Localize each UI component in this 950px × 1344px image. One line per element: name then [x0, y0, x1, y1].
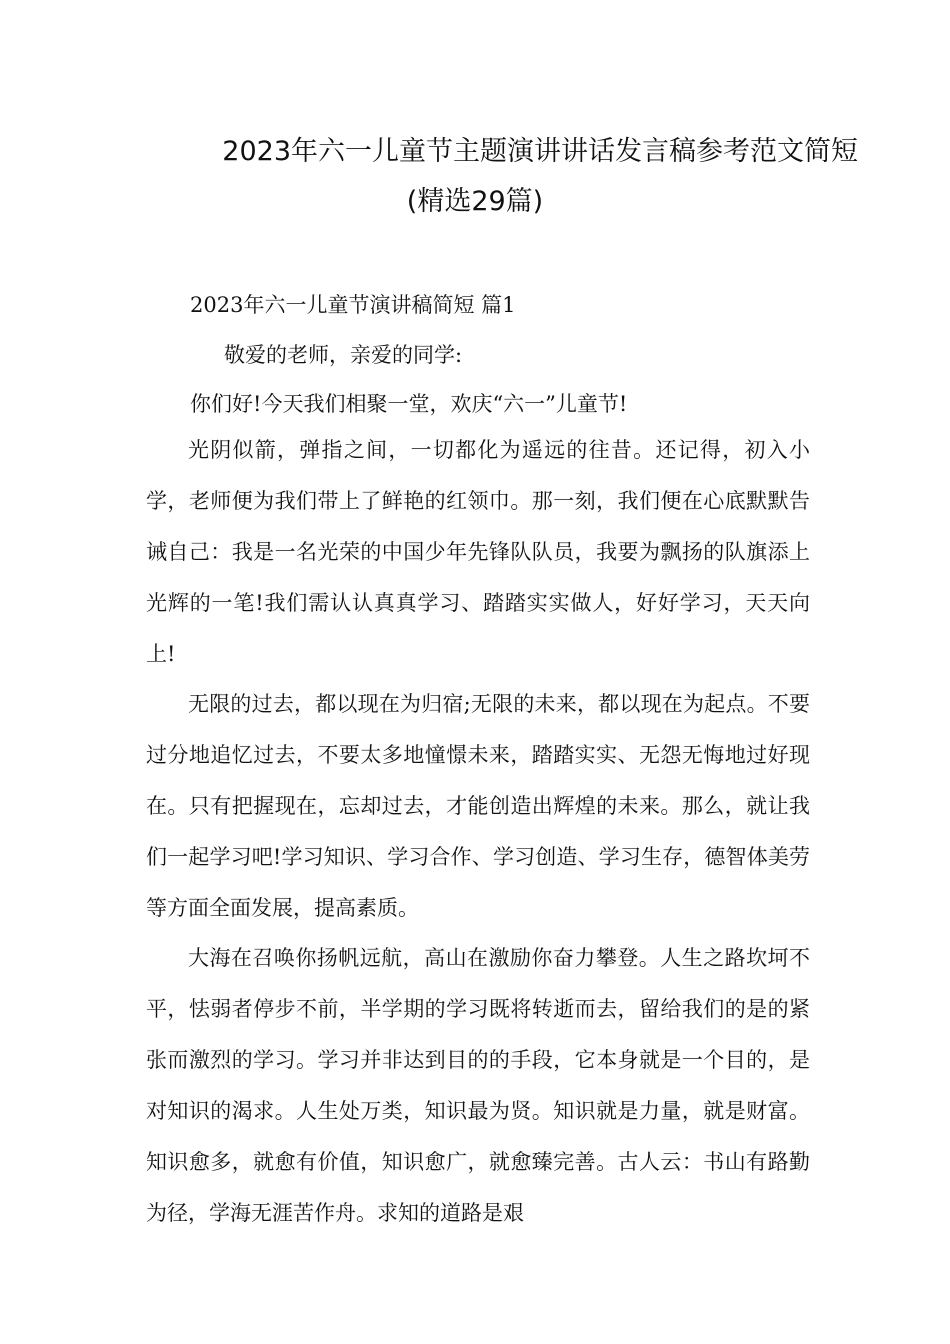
document-title-line2: (精选29篇)	[406, 186, 544, 217]
greeting: 你们好!今天我们相聚一堂，欢庆“六一”儿童节!	[190, 392, 628, 416]
section-heading: 2023年六一儿童节演讲稿简短 篇1	[190, 293, 516, 317]
paragraph-3: 大海在召唤你扬帆远航，高山在激励你奋力攀登。人生之路坎坷不平，怯弱者停步不前，半学期的学习既将转逝而去，留给我们的是的紧张而激烈的学习。学习并非达到目的的手段，它本身就是一个目的，是对知识的渴求。人生处万类，知识最为贤。知识就是力量，就是财富。知识愈多，就愈有价值，知识愈广，就愈臻完善。古人云：书山有路勤为径，学海无涯苦作舟。求知的道路是艰	[146, 946, 810, 1225]
salutation: 敬爱的老师，亲爱的同学:	[224, 343, 463, 367]
paragraph-2: 无限的过去，都以现在为归宿;无限的未来，都以现在为起点。不要过分地追忆过去，不要太多地憧憬未来，踏踏实实、无怨无悔地过好现在。只有把握现在，忘却过去，才能创造出辉煌的未来。那么，就让我们一起学习吧!学习知识、学习合作、学习创造、学习生存，德智体美劳等方面全面发展，提高素质。	[146, 692, 810, 920]
paragraph-1: 光阴似箭，弹指之间，一切都化为遥远的往昔。还记得，初入小学，老师便为我们带上了鲜艳的红领巾。那一刻，我们便在心底默默告诫自己：我是一名光荣的中国少年先锋队队员，我要为飘扬的队旗添上光辉的一笔!我们需认认真真学习、踏踏实实做人，好好学习，天天向上!	[146, 438, 810, 666]
document-title-line1: 2023年六一儿童节主题演讲讲话发言稿参考范文简短	[222, 136, 858, 167]
